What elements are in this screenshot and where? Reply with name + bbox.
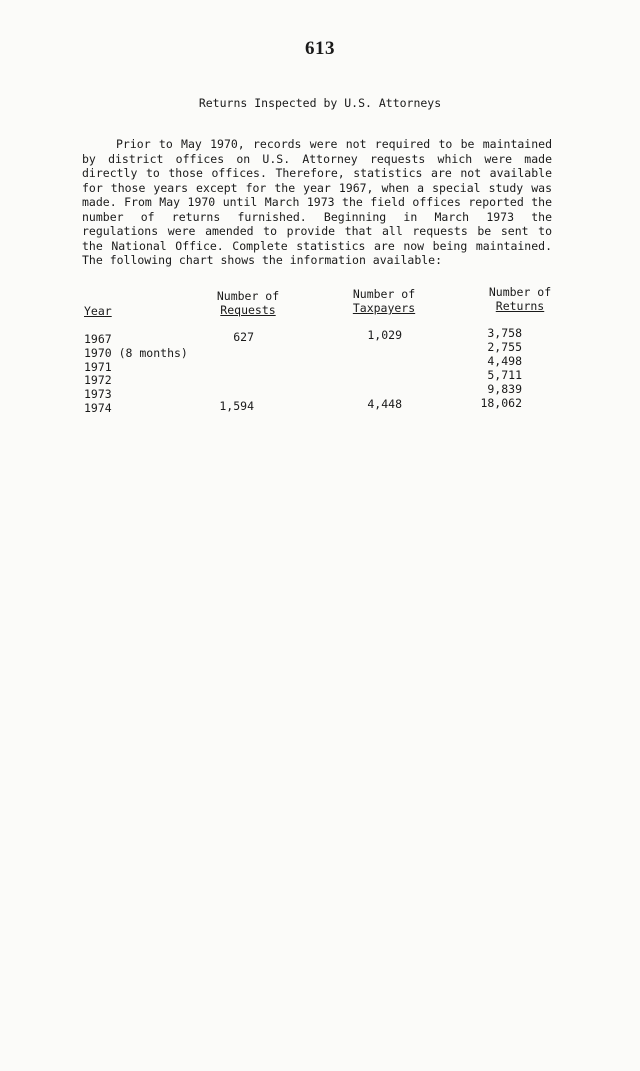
row-year: 1970 (8 months): [84, 346, 188, 360]
row-year: 1967: [84, 332, 112, 346]
column-header-year: [84, 304, 112, 318]
row-taxpayers: 1,029: [367, 328, 402, 342]
page-number: 613: [305, 38, 335, 59]
column-header-requests-line1: Number of: [216, 289, 280, 303]
body-paragraph: Prior to May 1970, records were not required to be maintained by district offices on U.S. Attorney requests which were made directly to those offices. Therefore, statistics are not available for those years except for the year 1967, when a special study was made. From May 1970 until March 1973 the field offices reported the number of returns furnished. Beginning in March 1973 the regulations were amended to provide that all requests be sent to the National Office. Complete statistics are now being maintained. The following chart shows the information available:: [82, 137, 552, 267]
column-header-returns: [478, 285, 562, 313]
row-returns: 5,711: [487, 368, 522, 382]
row-returns: 3,758: [487, 326, 522, 340]
row-year: 1971: [84, 360, 112, 374]
column-header-returns-line1: Number of: [488, 285, 552, 299]
row-taxpayers: 4,448: [367, 397, 402, 411]
document-title: Returns Inspected by U.S. Attorneys: [198, 96, 442, 110]
row-returns: 9,839: [487, 382, 522, 396]
column-header-year-label: Year: [84, 304, 112, 318]
column-header-taxpayers-line1: Number of: [352, 287, 416, 301]
column-header-requests: [206, 289, 290, 317]
row-year: 1973: [84, 387, 112, 401]
row-year: 1974: [84, 401, 112, 415]
row-returns: 2,755: [487, 340, 522, 354]
column-header-returns-line2: Returns: [495, 299, 545, 313]
row-returns: 4,498: [487, 354, 522, 368]
row-requests: 627: [233, 330, 254, 344]
column-header-taxpayers-line2: Taxpayers: [352, 301, 416, 315]
column-header-taxpayers: [342, 287, 426, 315]
column-header-requests-line2: Requests: [220, 303, 276, 317]
row-requests: 1,594: [219, 399, 254, 413]
row-returns: 18,062: [480, 396, 522, 410]
row-year: 1972: [84, 373, 112, 387]
